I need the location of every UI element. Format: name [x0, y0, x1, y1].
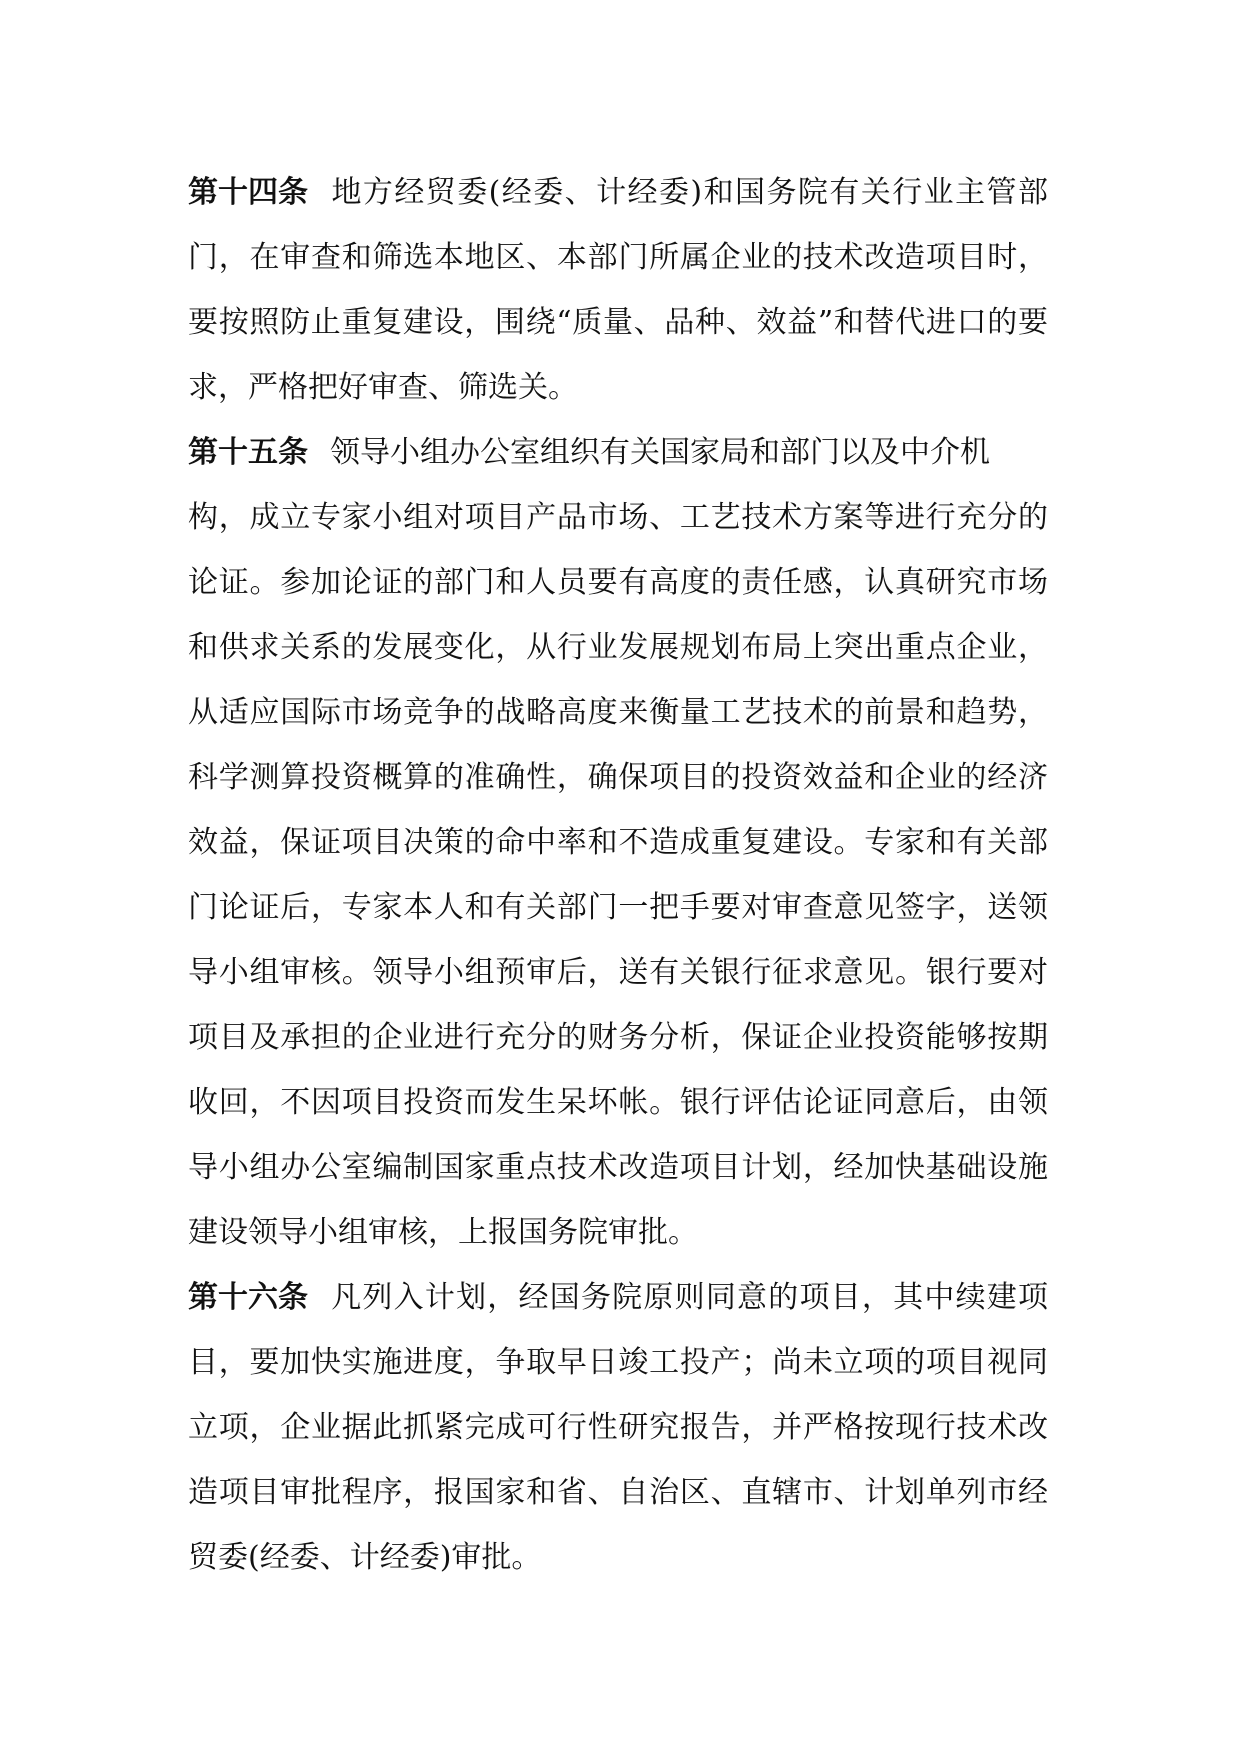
- article-16-line-2: 目，要加快实施进度，争取早日竣工投产；尚未立项的项目视同: [188, 1345, 1048, 1380]
- article-14-line-4: 求，严格把好审查、筛选关。: [188, 370, 578, 405]
- article-14-label: 第十四条: [188, 175, 308, 210]
- article-16-line-1: [188, 1265, 1048, 1330]
- article-15-line-13: 建设领导小组审核，上报国务院审批。: [188, 1215, 698, 1250]
- article-15-line-1: [188, 420, 1048, 485]
- article-15-line-5: 从适应国际市场竞争的战略高度来衡量工艺技术的前景和趋势，: [188, 695, 1048, 730]
- article-15-line-11: 收回，不因项目投资而发生呆坏帐。银行评估论证同意后，由领: [188, 1085, 1048, 1120]
- article-15-line-10: 项目及承担的企业进行充分的财务分析，保证企业投资能够按期: [188, 1020, 1048, 1055]
- article-15-line-2: 构，成立专家小组对项目产品市场、工艺技术方案等进行充分的: [188, 500, 1048, 535]
- article-15-line-6: 科学测算投资概算的准确性，确保项目的投资效益和企业的经济: [188, 760, 1048, 795]
- article-15-line-12: 导小组办公室编制国家重点技术改造项目计划，经加快基础设施: [188, 1150, 1048, 1185]
- article-16-label: 第十六条: [188, 1280, 308, 1315]
- article-15-line-8: 门论证后，专家本人和有关部门一把手要对审查意见签字，送领: [188, 890, 1048, 925]
- article-16-text-1: 凡列入计划，经国务院原则同意的项目，其中续建项: [330, 1280, 1048, 1315]
- article-15-text-1: 领导小组办公室组织有关国家局和部门以及中介机: [330, 435, 990, 470]
- article-14-line-2: 门，在审查和筛选本地区、本部门所属企业的技术改造项目时，: [188, 240, 1048, 275]
- article-16-line-5: 贸委(经委、计经委)审批。: [188, 1540, 542, 1575]
- article-15-line-3: 论证。参加论证的部门和人员要有高度的责任感，认真研究市场: [188, 565, 1048, 600]
- article-16-line-3: 立项，企业据此抓紧完成可行性研究报告，并严格按现行技术改: [188, 1410, 1048, 1445]
- article-14-text-1: 地方经贸委(经委、计经委)和国务院有关行业主管部: [330, 175, 1048, 210]
- article-14-line-3: 要按照防止重复建设，围绕“质量、品种、效益”和替代进口的要: [188, 305, 1048, 340]
- article-16-line-4: 造项目审批程序，报国家和省、自治区、直辖市、计划单列市经: [188, 1475, 1048, 1510]
- article-15-line-4: 和供求关系的发展变化，从行业发展规划布局上突出重点企业，: [188, 630, 1048, 665]
- article-14-line-1: [188, 160, 1048, 225]
- document-body: [188, 160, 1048, 1590]
- article-15-line-7: 效益，保证项目决策的命中率和不造成重复建设。专家和有关部: [188, 825, 1048, 860]
- article-15-line-9: 导小组审核。领导小组预审后，送有关银行征求意见。银行要对: [188, 955, 1048, 990]
- article-15-label: 第十五条: [188, 435, 308, 470]
